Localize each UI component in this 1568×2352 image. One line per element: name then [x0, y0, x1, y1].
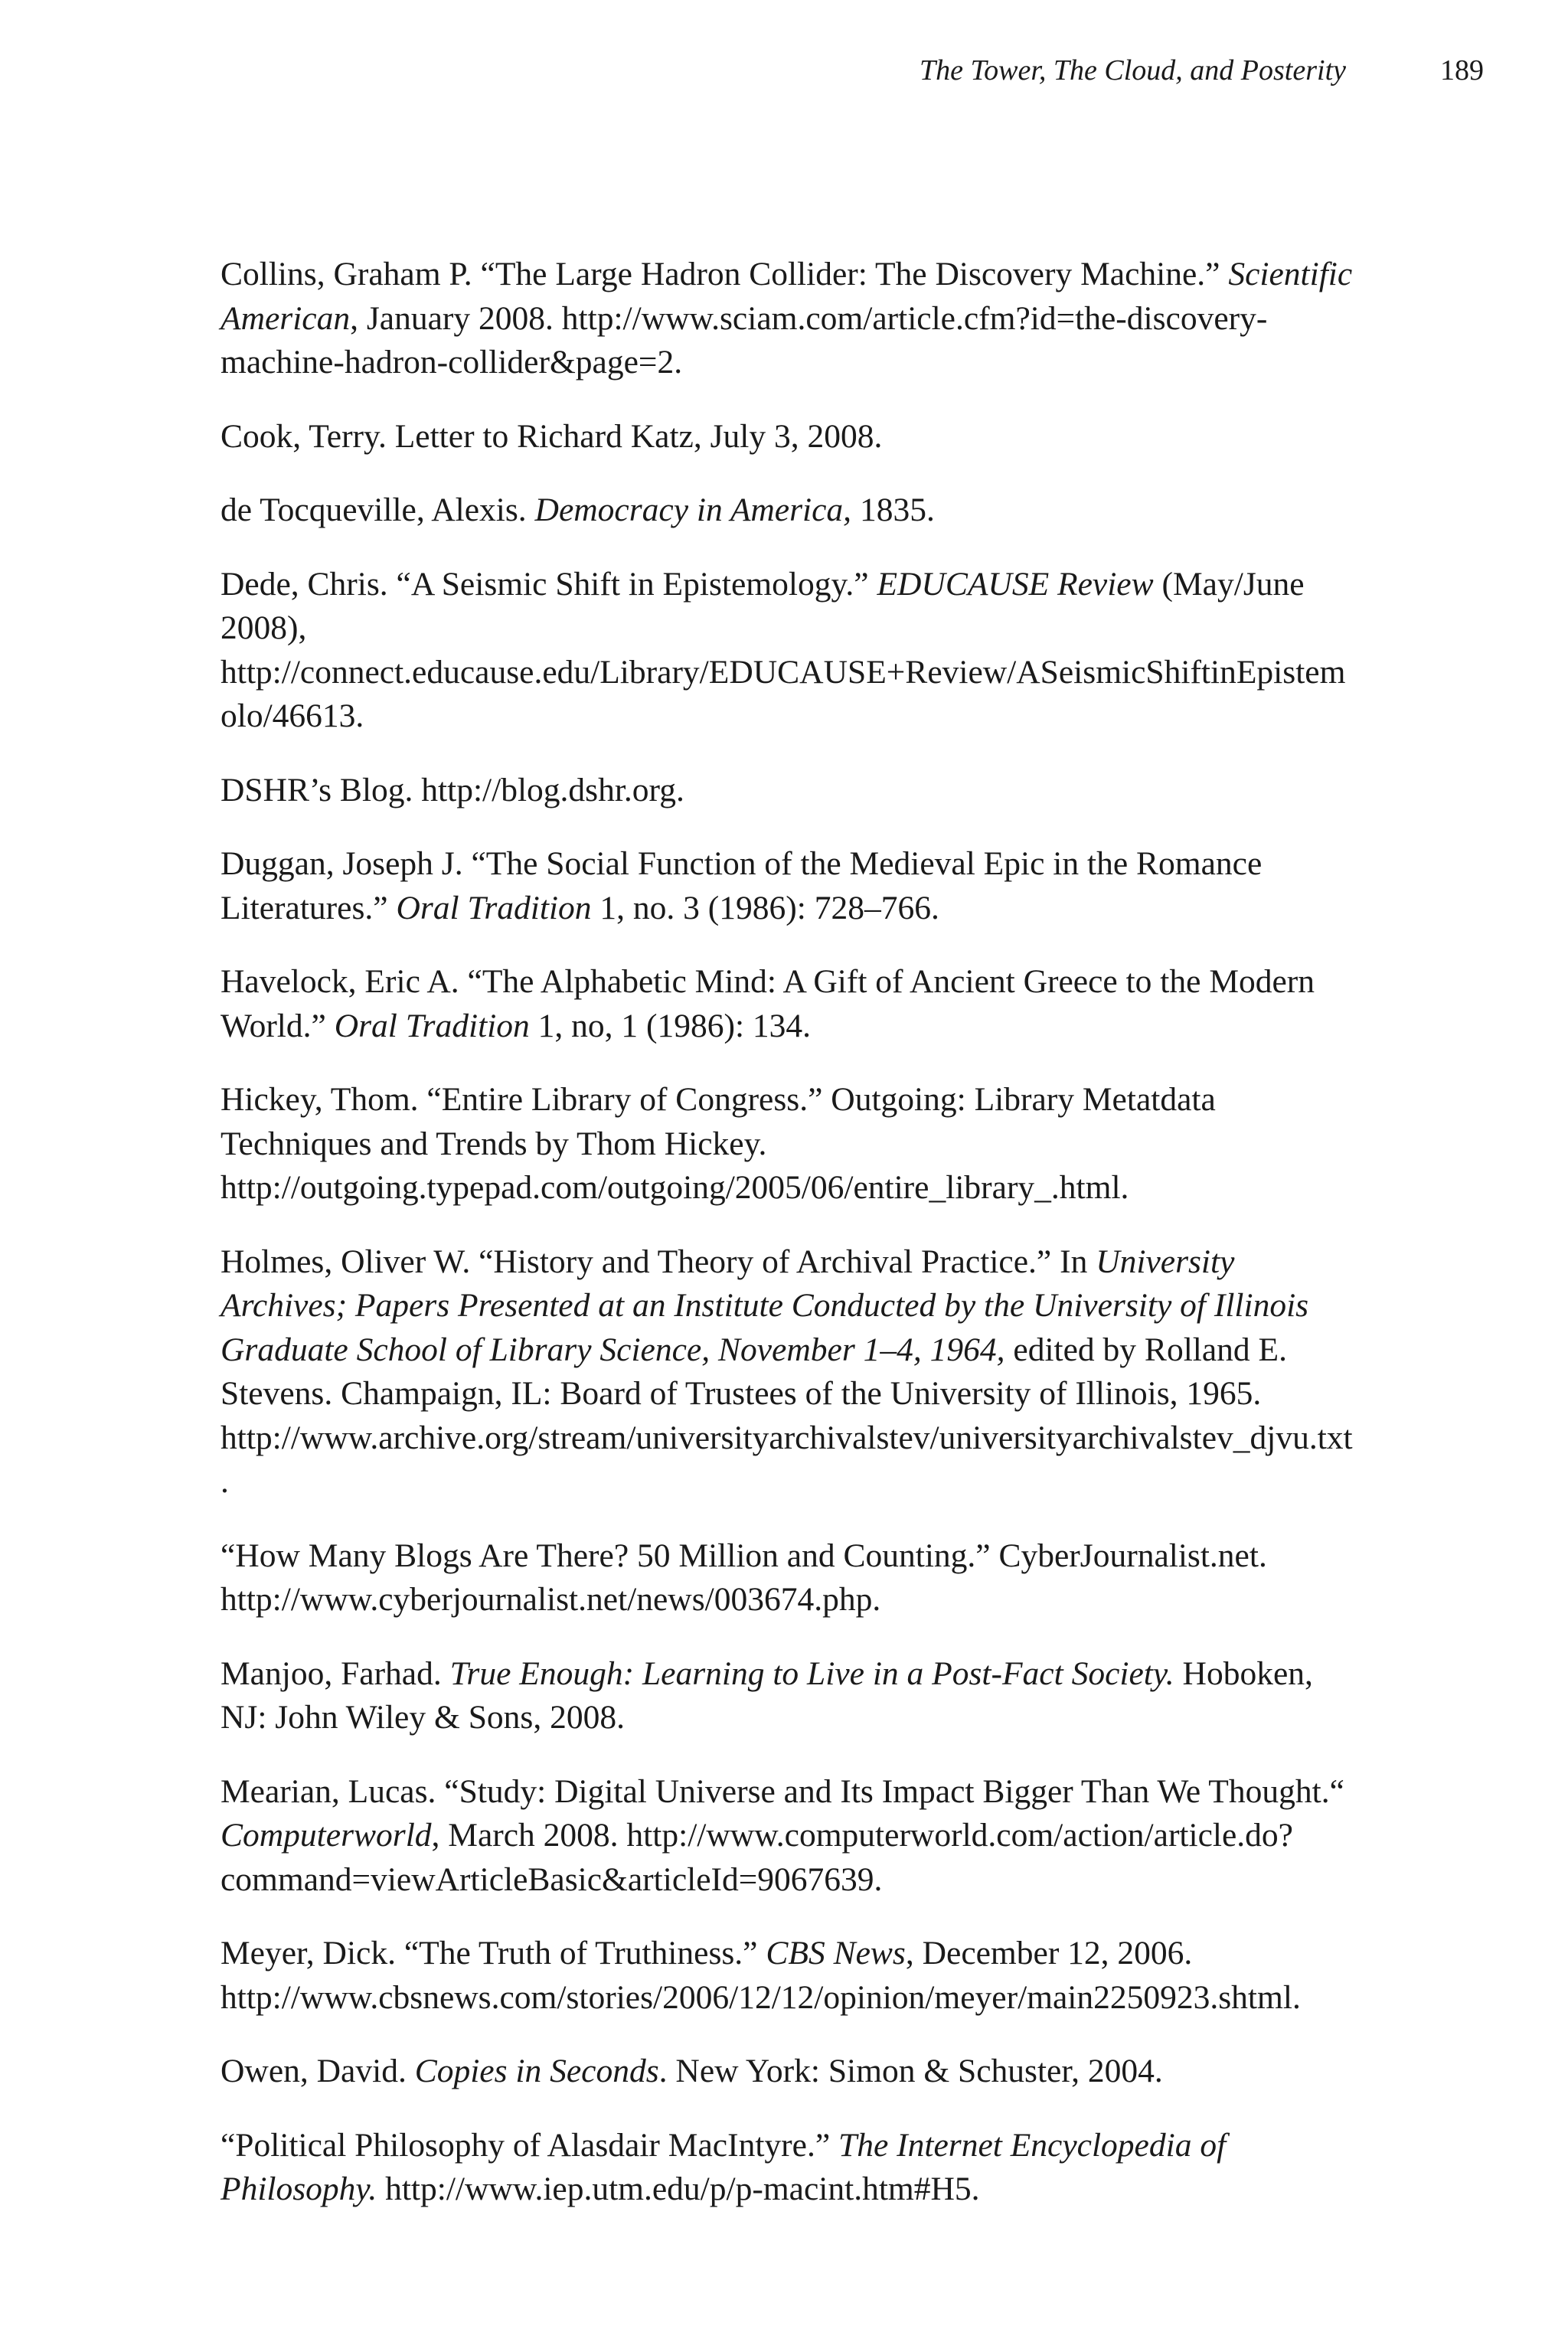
- entry-text: Dede, Chris. “A Seismic Shift in Epistemology.”: [220, 565, 877, 603]
- entry-text: (May/June 2008), http://connect.educause.edu/Library/EDUCAUSE+Review/ASeismicShiftinEpistemolo/46613.: [220, 565, 1346, 734]
- entry-text: 1, no, 1 (1986): 134.: [529, 1007, 812, 1044]
- entry-text: Manjoo, Farhad.: [220, 1655, 450, 1692]
- running-title: The Tower, The Cloud, and Posterity: [919, 54, 1346, 87]
- entry-title-italic: Copies in Seconds: [414, 2053, 659, 2089]
- bibliography-entry: [220, 415, 1354, 459]
- bibliography-entry: [220, 960, 1354, 1048]
- entry-text: 1835.: [851, 492, 935, 528]
- bibliography-entry: [220, 1534, 1354, 1622]
- entry-text: , March 2008. http://www.computerworld.com/action/article.do?command=viewArticleBasic&articleId=9067639.: [220, 1817, 1293, 1898]
- bibliography-entry: [220, 842, 1354, 930]
- entry-text: Holmes, Oliver W. “History and Theory of Archival Practice.” In: [220, 1243, 1096, 1280]
- bibliography-entry: [220, 2050, 1354, 2094]
- page-number: 189: [1440, 54, 1484, 87]
- bibliography-entry: [220, 1770, 1354, 1903]
- entry-title-italic: Oral Tradition: [396, 889, 592, 926]
- entry-text: Duggan, Joseph J. “The Social Function of the Medieval Epic in the Romance Literatures.”: [220, 845, 1263, 926]
- bibliography-entry: [220, 1652, 1354, 1740]
- entry-text: Hickey, Thom. “Entire Library of Congress.” Outgoing: Library Metatdata Techniques and Trends by Thom Hickey. http://outgoing.typepad.com/outgoing/2005/06/entire_library_.html.: [220, 1081, 1216, 1206]
- entry-title-italic: Computerworld: [220, 1817, 432, 1854]
- entry-text: 1, no. 3 (1986): 728–766.: [591, 889, 939, 926]
- entry-title-italic: Oral Tradition: [334, 1007, 530, 1044]
- bibliography-entry: [220, 253, 1354, 385]
- entry-title-italic: True Enough: Learning to Live in a Post-Fact Society.: [449, 1655, 1174, 1692]
- entry-text: Owen, David.: [220, 2053, 415, 2089]
- entry-text: “Political Philosophy of Alasdair MacIntyre.”: [220, 2126, 839, 2164]
- entry-text: http://www.iep.utm.edu/p/p-macint.htm#H5.: [377, 2171, 980, 2207]
- entry-text: DSHR’s Blog. http://blog.dshr.org.: [220, 771, 684, 808]
- entry-text: “How Many Blogs Are There? 50 Million and Counting.” CyberJournalist.net. http://www.cyberjournalist.net/news/003674.php.: [220, 1537, 1267, 1618]
- entry-text: de Tocqueville, Alexis.: [220, 492, 535, 528]
- entry-text: Mearian, Lucas. “Study: Digital Universe and Its Impact Bigger Than We Thought.“: [220, 1772, 1344, 1810]
- entry-text: Havelock, Eric A. “The Alphabetic Mind: A Gift of Ancient Greece to the Modern World.”: [220, 963, 1315, 1044]
- bibliography-entry: [220, 769, 1354, 813]
- entry-text: , January 2008. http://www.sciam.com/article.cfm?id=the-discovery-machine-hadron-collider&page=2.: [220, 299, 1268, 381]
- entry-text: Hoboken, NJ: John Wiley & Sons, 2008.: [220, 1655, 1313, 1736]
- bibliography-entry: [220, 2124, 1354, 2212]
- bibliography-entry: [220, 1932, 1354, 2020]
- entry-text: edited by Rolland E. Stevens. Champaign, IL: Board of Trustees of the University of Illinois, 1965. http://www.archive.org/stream/universityarchivalstev/universityarchivalstev_djvu.txt.: [220, 1331, 1353, 1500]
- entry-text: Meyer, Dick. “The Truth of Truthiness.”: [220, 1935, 766, 1971]
- entry-text: . New York: Simon & Schuster, 2004.: [658, 2053, 1163, 2089]
- entry-text: Collins, Graham P. “The Large Hadron Collider: The Discovery Machine.”: [220, 256, 1229, 292]
- entry-title-italic: CBS News: [766, 1935, 906, 1971]
- bibliography-entry: [220, 488, 1354, 533]
- entry-title-italic: EDUCAUSE Review: [877, 565, 1154, 603]
- running-head: [0, 47, 1568, 93]
- entry-title-italic: Scientific American: [220, 256, 1353, 337]
- bibliography-entry: [220, 1078, 1354, 1210]
- entry-title-italic: University Archives; Papers Presented at an Institute Conducted by the University of Illinois Graduate School of Library Science, November 1–4, 1964,: [220, 1243, 1309, 1368]
- entry-text: Cook, Terry. Letter to Richard Katz, July 3, 2008.: [220, 417, 883, 455]
- entry-title-italic: The Internet Encyclopedia of Philosophy.: [220, 2126, 1227, 2207]
- bibliography-entry: [220, 563, 1354, 739]
- entry-title-italic: Democracy in America,: [534, 492, 852, 528]
- entry-text: , December 12, 2006. http://www.cbsnews.com/stories/2006/12/12/opinion/meyer/main2250923.shtml.: [220, 1935, 1301, 2016]
- bibliography-entry: [220, 1240, 1354, 1504]
- bibliography-list: [220, 253, 1354, 2242]
